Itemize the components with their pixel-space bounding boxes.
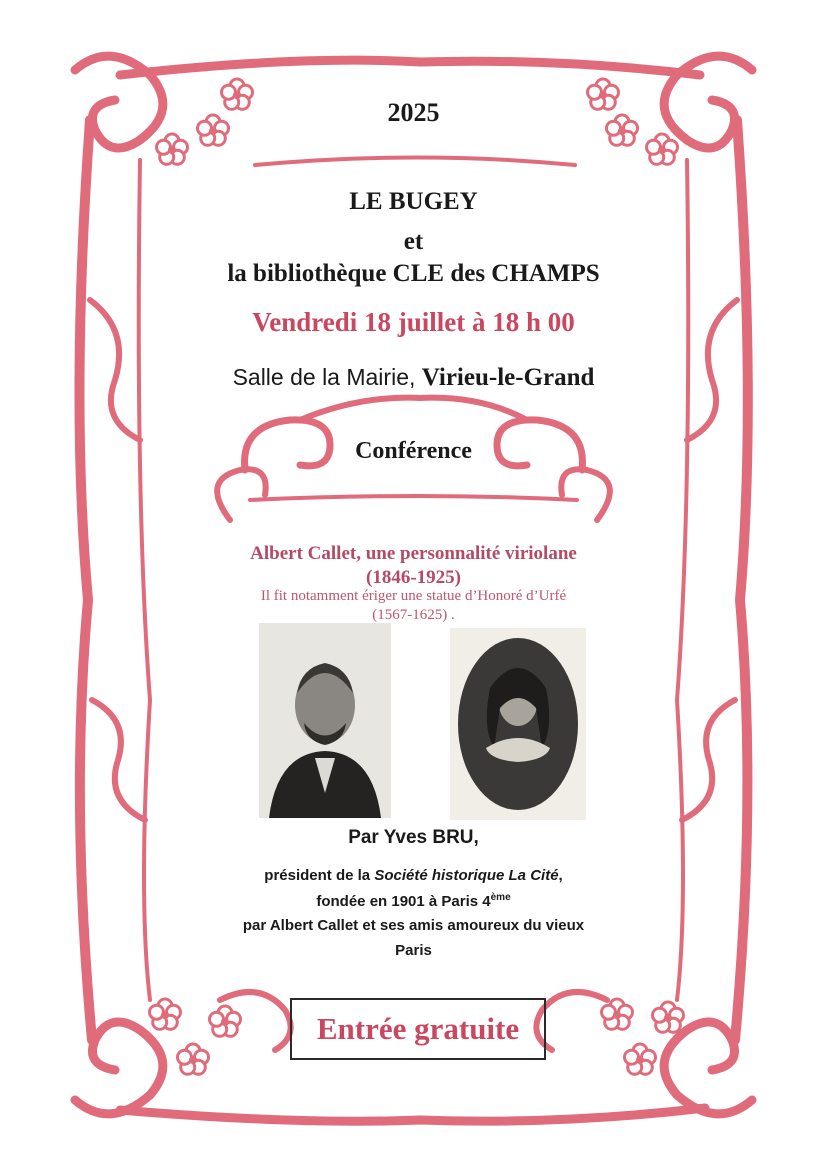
note-line-2: (1567-1625) . xyxy=(372,607,455,623)
venue-prefix: Salle de la Mairie, xyxy=(232,364,422,390)
society-founders: par Albert Callet et ses amis amoureux du vieux xyxy=(242,917,585,934)
note-line-1: Il fit notamment ériger une statue d’Honoré d’Urfé xyxy=(260,588,567,604)
admission-box: Entrée gratuite xyxy=(290,998,546,1060)
talk-years: (1846-1925) xyxy=(366,567,461,588)
organizer-line-3: la bibliothèque CLE des CHAMPS xyxy=(227,260,600,287)
society-founded xyxy=(0,892,827,910)
portrait-callet-image xyxy=(259,623,391,818)
founded-text: fondée en 1901 à Paris 4 xyxy=(316,893,491,910)
talk-title: Albert Callet, une personnalité viriolane xyxy=(250,543,577,564)
venue-town: Virieu-le-Grand xyxy=(421,364,595,391)
role-prefix: président de la xyxy=(264,867,375,884)
portrait-albert-callet xyxy=(259,623,391,818)
speaker-name: Par Yves BRU, xyxy=(348,827,479,848)
organizer-line-2: et xyxy=(403,228,424,255)
portrait-durfe-image xyxy=(450,628,586,820)
event-date: Vendredi 18 juillet à 18 h 00 xyxy=(252,307,575,337)
event-year: 2025 xyxy=(387,98,440,127)
portrait-honore-durfe xyxy=(450,628,586,820)
event-venue xyxy=(0,364,827,392)
speaker-role xyxy=(0,867,827,884)
event-type: Conférence xyxy=(355,438,472,464)
role-suffix: , xyxy=(558,867,563,884)
founded-superscript: ème xyxy=(490,892,511,903)
society-name: Société historique La Cité xyxy=(374,867,559,884)
society-city: Paris xyxy=(395,942,432,959)
organizer-line-1: LE BUGEY xyxy=(349,188,478,215)
